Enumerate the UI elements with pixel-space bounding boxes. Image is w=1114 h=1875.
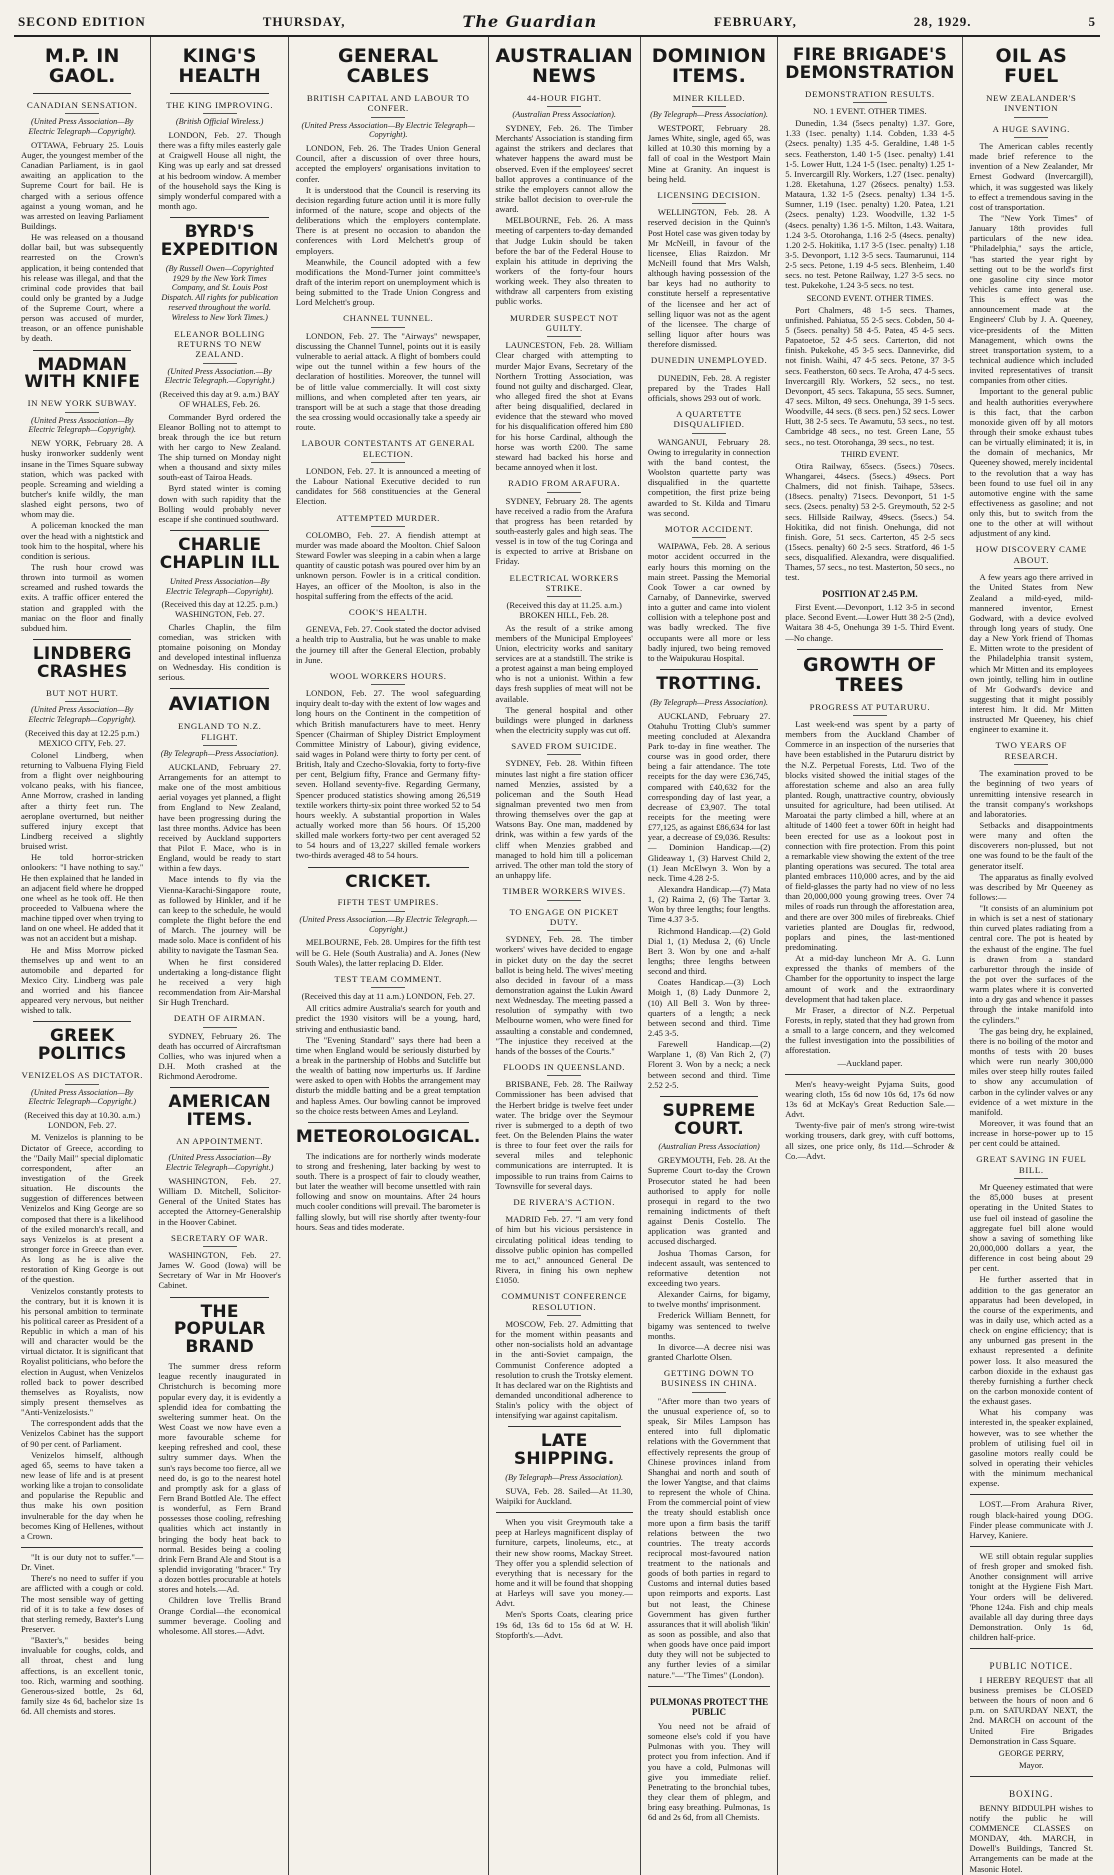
- saving-paragraph: What his company was interested in, the speaker explained, however, was to see whether the problem of utilising fuel oil in gasoline motors really could be solved in operating their vehicles with the minimum mechanical expense.: [969, 1407, 1093, 1489]
- cricket-agency: (United Press Association.—By Electric Telegraph.—Copyright.): [299, 914, 477, 934]
- byrd-agency-2: (United Press Association.—By Electric Telegraph.—Copyright.): [164, 366, 275, 386]
- tunnel-paragraph: LONDON, Feb. 27. The "Airways" newspaper, discussing the Channel Tunnel, points out it is easily vulnerable to aerial attack. A flight of bombers could wipe out the tunnel within a few hours of the declaration of hostilities. Moreover, the tunnel will be of little value commercially. It will cost sixty millions, and when completed after ten years, air transport will be at such a stage that those dreading the sea crossing would occasionally take a speedy air route.: [295, 330, 481, 433]
- motor-subhead: MOTOR ACCIDENT.: [648, 524, 770, 538]
- radio-paragraph: SYDNEY, February 28. The agents have received a radio from the Arafura that progress has been retarded by south-easterly gales and high seas. The vessel is in tow of the tug Coringa and is expected to arrive at Brisbane on Friday.: [495, 495, 633, 567]
- cables-paragraph: It is understood that the Council is reserving its decision regarding future action until it is more fully informed of the nature, scope and objects of the deliberations which the employers contemplate. There is at present no occasion to abandon the conferences with Lord Melchett's group of employers.: [295, 184, 481, 256]
- divider: [170, 217, 268, 218]
- meteorological-headline: METEOROLOGICAL.: [295, 1126, 481, 1147]
- greek-paragraph: Venizelos constantly protests to the contrary, but it is known it is his personal ambition to terminate his political career as President of a Republic in which a man of his will and character would be the virtual dictator. It is significant that Royalist politicians, who before the election in August, when Venizelos rolled back to power described themselves as Royalists, now simply present themselves as "Anti-Venizelosists.": [21, 1285, 144, 1418]
- tunnel-subhead: CHANNEL TUNNEL.: [296, 313, 481, 327]
- chaplin-dateline: (Received this day at 12.25. p.m.) WASHINGTON, Feb. 27.: [161, 599, 278, 620]
- airman-subhead: DEATH OF AIRMAN.: [158, 1013, 280, 1027]
- cables-paragraph: LONDON, Feb. 26. The Trades Union General Council, after a discussion of over three hours, accepted the employers' organisations invitation to confer.: [295, 143, 481, 184]
- madman-paragraph: NEW YORK, February 28. A husky ironworker suddenly went insane in the Times Square subway station, which was packed with people. Screaming and wielding a butcher's knife wildly, the man slashed eight persons, two of whom may die.: [21, 438, 144, 520]
- oil-paragraph: Important to the general public and health authorities everywhere is this fact, that the carbon monoxide given off by all motors through their smoke exhaust tubes can be virtually eliminated; it is, in the domain of mechanics, Mr Queeney showed, merely incidental to the revolution that a way has been found to use fuel oil in any automotive engine with the same effectiveness as gasoline; and not only this, but to switch from the one to the other at will without adjustment of any kind.: [969, 386, 1093, 539]
- boxing-paragraph: BENNY BIDDULPH wishes to notify the public he will COMMENCE CLASSES on MONDAY, 4th. MARCH, in Dowell's Buildings, Tancred St. Arrangements can be made at the Masonic Hotel.: [969, 1802, 1093, 1874]
- column-5: [641, 37, 778, 1875]
- trees-source: —Auckland paper.: [837, 1057, 903, 1068]
- fire-event-2: SECOND EVENT. OTHER TIMES.: [806, 292, 934, 303]
- byrd-dateline: (Received this day at 9. a.m.) BAY OF WHALES, Feb. 26.: [159, 389, 280, 410]
- court-agency: (Australian Press Association): [658, 1142, 760, 1152]
- trotting-agency: (By Telegraph—Press Association).: [650, 697, 768, 707]
- suicide-paragraph: SYDNEY, Feb. 28. Within fifteen minutes last night a fire station officer named Menzies, assisted by a policeman and the South Head signalman prevented two men from throwing themselves over the gap at Watsons Bay. One man, maddened by drink, was within a few yards of the cliff when Menzies grabbed and managed to hold him till a policeman arrived. The other man told the story of an unhappy life.: [495, 758, 633, 880]
- page-number: 5: [1088, 13, 1096, 29]
- trotting-paragraph: AUCKLAND, February 27. Otahuhu Trotting Club's summer meeting concluded at Alexandra Park to-day in fine weather. The course was in good order, there being a fair attendance. The tote receipts for the day were £36,745, compared with £40,632 for the corresponding day of last year, a decrease of £3,907. The total receipts for the meeting were £77,125, as against £86,634 for last year, a decrease of £9,036. Results:— Dominion Handicap.—(2) Glideaway 1, (3) Harvest Child 2, (1) Jean McElwyn 3. Won by a neck. Time 4.28 2-5.: [647, 710, 771, 883]
- licensing-paragraph: WELLINGTON, Feb. 28. A reserved decision in the Quinn's Post Hotel case was given today by Mr McNeill, in favour of the licensee, Elias Raizdon. Mr McNeill found that Mrs Walsh, although having possession of the bar keys had no authority to constitute herself a representative of the licensee and her act of selling liquor was not as the agent of the licensee. The charge of selling liquor after hours was therefore dismissed.: [647, 207, 771, 350]
- court-paragraph: Joshua Thomas Carson, for indecent assault, was sentenced to reformative detention not exceeding two years.: [647, 1247, 771, 1288]
- cables-subhead: BRITISH CAPITAL AND LABOUR TO CONFER.: [296, 93, 481, 118]
- greek-headline: GREEK POLITICS: [37, 1026, 127, 1065]
- wool-subhead: WOOL WORKERS HOURS.: [296, 671, 481, 685]
- research-paragraph: Moreover, it was found that an increase in horse-power up to 15 per cent could be attained.: [969, 1118, 1093, 1149]
- timber-subhead: TIMBER WORKERS WIVES.: [496, 886, 633, 900]
- discovery-paragraph: A few years ago there arrived in the United States from New Zealand a mild-eyed, mild-mannered inventor, Ernest Godward, with a device evolved through long years of study. One day a New York friend of Thomas E. Mitten wrote to the president of the Philadelphia transit system, which Mr Mitten and its employees own jointly, telling him in outline of Mr Godward's device and suggesting that it might possibly interest him. It did. Mr Mitten instructed Mr Queeney, his chief engineer to examine it.: [969, 572, 1093, 735]
- divider: [797, 649, 942, 650]
- research-paragraph: "It consists of an aluminium pot in which is set a nest of stationary thin curved plates radiating from a central core. The pot is heated by the exhaust of the engine. The fuel is drawn from a standard carburettor through the inside of the pot over the surfaces of the warm plates where it is converted into a dry gas and whence it passes through the intake manifold into the cylinders.": [969, 903, 1093, 1025]
- lindberg-headline: LINDBERG CRASHES: [32, 643, 132, 682]
- divider: [660, 1096, 758, 1097]
- notice-paragraph: I HEREBY REQUEST that all business premises be CLOSED between the hours of noon and 6 p.m. on SATURDAY NEXT, the 2nd. MARCH on account of the United Fire Brigades Demonstration in Cass Square.: [969, 1674, 1093, 1746]
- suicide-subhead: SAVED FROM SUICIDE.: [496, 741, 633, 755]
- mp-paragraph: OTTAWA, February 25. Louis Auger, the youngest member of the Canadian Parliament, is in gaol awaiting an application to the Supreme Court for bail. He is charged with a serious offence against a young woman, and he was arrested on leaving Parliament Buildings.: [21, 139, 144, 231]
- edition-label: SECOND EDITION: [18, 13, 146, 29]
- divider: [33, 1021, 131, 1022]
- columns: [14, 37, 1100, 1874]
- fire-results: Otira Railway, 65secs. (5secs.) 70secs. Whangarei, 44secs. (5secs.) 49secs. Port Chalmers, did not finish. Taihape, 53secs. (18secs. penalty) 71secs. Devonport, 51 1-5 secs. (2secs. penalty) 53 2-5. Greymouth, 52 2-5 secs. Hillside Railway, 49secs. (5secs.) 54. Hokitika, did not finish. Onehunga, did not finish. Gore, 51 secs. Carterton, 45 2-5 secs (15secs. penalty) 60 2-5 secs. Stratford, 46 1-5 secs, disqualified. Alexandra, were disqualified. Thames, 57 secs., no test. Masterton, 50 secs., no test.: [785, 460, 955, 583]
- trotting-paragraph: Coates Handicap.—(3) Loch Moigh 1, (8) Lady Dunmore 2, (10) All Bell 3. Won by three-quarters of a length; a neck between second and third. Time 2.45 3-5.: [647, 977, 771, 1038]
- court-paragraph: GREYMOUTH, Feb. 28. At the Supreme Court to-day the Crown Prosecutor stated he had been authorised to apply for nolle prosequi in regard to the two remaining indictments of theft against Denis Costello. The application was granted and accused discharged.: [647, 1155, 771, 1247]
- greek-paragraph: The correspondent adds that the Venizelos Cabinet has the support of 90 per cent. of Parliament.: [21, 1418, 144, 1449]
- lindberg-paragraph: He and Miss Morrow picked themselves up and went to an automobile and departed for Mexico City. Lindberg was pale and worried and his fiancee appeared very nervous, but neither wished to talk.: [21, 944, 144, 1016]
- brand-paragraph: Children love Trellis Brand Orange Cordial—the economical summer beverage. Cooling and wholesome. All stores.—Advt.: [158, 1595, 281, 1636]
- electrical-subhead: ELECTRICAL WORKERS STRIKE.: [496, 573, 633, 598]
- greek-dateline: (Received this day at 10.30. a.m.) LONDON, Feb. 27.: [24, 1110, 141, 1131]
- american-agency: (United Press Association—By Electric Telegraph—Copyright.): [165, 1153, 274, 1173]
- divider: [170, 1087, 268, 1088]
- madman-headline: MADMAN WITH KNIFE: [24, 354, 141, 393]
- suspect-subhead: MURDER SUSPECT NOT GUILTY.: [496, 313, 633, 338]
- saving-subhead: GREAT SAVING IN FUEL BILL.: [970, 1154, 1093, 1179]
- dominion-agency: (By Telegraph—Press Association).: [650, 110, 768, 120]
- chaplin-paragraph: Charles Chaplin, the film comedian, was stricken with ptomaine poisoning on Monday and developed intestinal influenza on Wednesday. His condition is serious.: [158, 621, 281, 683]
- aviation-agency: (By Telegraph—Press Association).: [160, 749, 279, 759]
- cook-subhead: COOK'S HEALTH.: [296, 607, 481, 621]
- court-paragraph: Alexander Cairns, for bigamy, to twelve months' imprisonment.: [647, 1289, 771, 1310]
- china-subhead: GETTING DOWN TO BUSINESS IN CHINA.: [648, 1368, 770, 1393]
- dunedin-subhead: DUNEDIN UNEMPLOYED.: [648, 355, 770, 369]
- cricket-subhead: FIFTH TEST UMPIRES.: [296, 897, 481, 911]
- cricket-paragraph: MELBOURNE, Feb. 28. Umpires for the fifth test will be G. Hele (South Australia) and A. Jones (New South Wales), the latter replacing D. Elder.: [295, 937, 481, 968]
- fire-event-3: THIRD EVENT.: [840, 448, 899, 459]
- trotting-headline: TROTTING.: [656, 673, 762, 694]
- shipping-paragraph: SUVA, Feb. 28. Sailed—At 11.30, Waipiki for Auckland.: [495, 1485, 633, 1506]
- fire-results: First Event.—Devonport, 1.12 3-5 in second place. Second Event.—Lower Hutt 38 2-5 (2nd), Waitara 38 4-5, Onehunga 39 1-5. Third Event.—No change.: [785, 602, 955, 643]
- floods-paragraph: BRISBANE, Feb. 28. The Railway Commissioner has been advised that the Herbert bridge is twelve feet under water. The bridge over the Seymour river is submerged to a depth of two feet. On the Belenden Plains the water is three to four feet over the rails for several miles and telephonic communications are interrupted. It is impossible to run trains from Cairns to Townsville for several days.: [495, 1079, 633, 1191]
- cricket-headline: CRICKET.: [345, 871, 432, 892]
- brand-paragraph: The summer dress reform league recently inaugurated in Christchurch is becoming more popular every day, it is evidently a splendid idea for combatting the sweltering summer heat. On the West Coast we now have even a more favourable scheme for keeping refreshed and cool, these sultry summer days. When the sun's rays become too fierce, all we need do, is go to the nearest hotel and promptly ask for a glass of Fern Brand Bottled Ale. The effect is wonderful, as Fern Brand possesses those cooling, refreshing qualities which act instantly in bringing the body heat back to normal. Besides being a cooling drink Fern Brand Ale and Stout is a splendid invigorating "bracer." Try a dozen bottles procurable at hotels stores and hotels.—Ad.: [158, 1361, 281, 1595]
- fire-results: Port Chalmers, 48 1-5 secs. Thames, unfinished. Pahiatua, 55 2-5 secs. Cobden, 50 4-5 (5secs. penalty) 58 4-5. Patea, 45 4-5 secs. Papatoetoe, 52 4-5 secs. Carterton, did not finish. Pukekohe, 45 3-5 secs. Dannevirke, did not finish. Waihi, 47 4-5 secs. Petone, 37 3-5 secs. Featherston, 60 secs. Te Aroha, 47 4-5 secs. Invercargill Rly. Workers, 52 secs., no test. Devonport, 45 secs. Takapuna, 55 secs. Sumner, 47 secs. Milton, 49 secs. Onehunga, 39 1-5 secs. Woodville, 44 secs. (8 secs. pen.) 52 secs. Lower Hutt, 38 2-5 secs. Te Awamutu, 53 secs., no test. Cambridge 48 secs., no test. Green Lane, 55 secs., no test. Otorohanga, 39 secs., no test.: [785, 304, 955, 447]
- australian-paragraph: SYDNEY, Feb. 26. The Timber Merchants' Association is standing firm against the strikers and declares that whatever happens the award must be observed. Even if the employees' secret ballot approves a continuance of the strike the employers cannot allow the strike ballot decision to over-rule the award.: [495, 123, 633, 215]
- column-2: [151, 37, 288, 1875]
- notice-signature: GEORGE PERRY,: [998, 1747, 1064, 1758]
- oil-headline: OIL AS FUEL: [995, 45, 1068, 87]
- greek-paragraph: M. Venizelos is planning to be Dictator of Greece, according to the "Daily Mail" special diplomatic correspondent, after an investigation of the Greek situation. He discounts the suggestion of differences between Venizelos and King George are so composed that there is a likelihood of the exiled monarch's recall, and says Venizelos is at present a stronger force in Greece than ever. As long as he is alive the restoration of King George is out of the question.: [21, 1132, 144, 1285]
- rivera-subhead: DE RIVERA'S ACTION.: [496, 1197, 633, 1211]
- wool-paragraph: LONDON, Feb. 27. The wool safeguarding inquiry dealt to-day with the extent of low wages and long hours on the Continent in the competition of which British manufacturers have to meet. Henry Spencer (Chairman of Shipley District Employment Committee Ministry of Labour), giving evidence, said wages in Poland were thirty to forty per cent. of British, Italy and Czecho-Slovakia, forty to forty-five per cent, Belgium fifty, France and Germany fifty-seven. Holland seventy-five. Regarding Germany, Spencer produced statistics showing among 26,519 textile workers thirty-six point three worked 52 to 54 hours weekly. A substantial proportion in Wales actually worked more than 56 hours. Of 15,200 skilled male workers forty-two per cent averaged 52 to 54 hours and of 13,227 skilled female workers two-thirds averaged 48 to 54 hours.: [295, 688, 481, 861]
- aviation-headline: AVIATION: [168, 693, 271, 716]
- king-headline: KING'S HEALTH: [178, 45, 261, 87]
- byrd-paragraph: Byrd stated winter is coming down with such rapidity that the Bolling would probably never escape if she continued southward.: [158, 483, 281, 524]
- communist-subhead: COMMUNIST CONFERENCE RESOLUTION.: [496, 1291, 633, 1316]
- byrd-agency: (By Russell Owen—Copyrighted 1929 by the New York Times Company, and St. Louis Post Dispatch. All rights for publication reserved throughout the world. Wireless to New York Times.): [161, 263, 279, 322]
- court-headline: SUPREME COURT.: [662, 1100, 756, 1139]
- dunedin-paragraph: DUNEDIN, Feb. 28. A register prepared by the Trades Hall officials, shows 293 out of work.: [647, 372, 771, 403]
- test-paragraph: The "Evening Standard" says there had been a time when England would be seriously disturbed by a break in the partnership of Hobbs and Sutcliffe but the wealth of batting now imperturbs us. If Jardine were asked to open with Hobbs the arrangement may disturb the middle batting and be a great temptation and hapless Ames. Our bowling cannot be improved so the choice rests between Ames and Leyland.: [295, 1034, 481, 1116]
- research-paragraph: The gas being dry, he explained, there is no boiling of the motor and months of tests with 20 buses which were run nearly 300,000 miles over steep hilly routes failed to show any accumulation of carbon in the cylinder valves or any evidence of a wet mixture in the manifold.: [969, 1025, 1093, 1117]
- trotting-paragraph: Richmond Handicap.—(2) Gold Dial 1, (1) Medusa 2, (6) Uncle Bert 3. Won by one and a-half lengths; three lengths between second and third.: [647, 925, 771, 977]
- divider: [170, 93, 268, 94]
- airman-paragraph: SYDNEY, February 26. The death has occurred of Aircraftsman Collies, who was injured when a D.H. Moth crashed at the Richmond Aerodrome.: [158, 1030, 281, 1082]
- column-3: [289, 37, 489, 1875]
- brand-headline: THE POPULAR BRAND: [173, 1301, 266, 1358]
- mp-paragraph: He was released on a thousand dollar bail, but was subsequently rearrested on the Crown's application, it being contended that his release was illegal, and that the criminal code provides that bail could only be granted by a Judge of the Supreme Court, where a person was accused of murder, treason, or an offence punishable by death.: [21, 232, 144, 344]
- communist-paragraph: MOSCOW, Feb. 27. Admitting that for the moment within peasants and other non-socialists hold an advantage in the anti-Soviet campaign, the Communist Conference adopted a resolution to crush the Trotsky element. It has declared war on the Rightists and demanded unconditional adherence to Stalin's policy with the object of intensifying war against capitalism.: [495, 1318, 633, 1421]
- cables-headline: GENERAL CABLES: [338, 45, 439, 87]
- lindberg-agency: (United Press Association—By Electric Telegraph—Copyright).: [28, 704, 136, 724]
- radio-subhead: RADIO FROM ARAFURA.: [496, 478, 633, 492]
- rivera-paragraph: MADRID Feb. 27. "I am very fond of him but his vicious persistence in circulating political ideas tending to dissolve public opinion has compelled me to act," announced General De Rivera, in fining his own nephew £1050.: [495, 1214, 633, 1286]
- electrical-paragraph: The general hospital and other buildings were plunged in darkness when the electricity supply was cut off.: [495, 704, 633, 735]
- timber-paragraph: SYDNEY, Feb. 28. The timber workers' wives have decided to engage in picket duty on the day the secret ballot is being held. The wives' meeting also decided in favour of a mass demonstration against the Lukin Award next Wednesday. The meeting passed a resolution of sympathy with two Melbourne women, who were fined for assaulting a constable and condemned, "The injustice they received at the hands of the bosses of the Courts.": [495, 934, 633, 1056]
- pulmonas-advert: [648, 1686, 770, 1823]
- pulmonas-heading: PULMONAS PROTECT THE PUBLIC: [649, 1696, 769, 1718]
- american-headline: AMERICAN ITEMS.: [168, 1092, 271, 1131]
- miner-paragraph: WESTPORT, February 28. James White, single, aged 65, was killed at 10.30 this morning by a fall of coal in the Westport Main Mine at Granity. An inquest is being held.: [647, 123, 771, 184]
- aviation-paragraph: When he first considered undertaking a long-distance flight he received a very high recommendation from Air-Marshal Sir Hugh Trenchard.: [158, 956, 281, 1008]
- american-paragraph: WASHINGTON, Feb. 27. James W. Good (Iowa) will be Secretary of War in Mr Hoover's Cabinet.: [158, 1250, 281, 1291]
- month-label: FEBRUARY,: [714, 13, 797, 29]
- divider: [33, 350, 131, 351]
- research-subhead: TWO YEARS OF RESEARCH.: [970, 740, 1093, 765]
- column-7: [963, 37, 1100, 1875]
- motor-paragraph: WAIPAWA, Feb. 28. A serious motor accident occurred in the early hours this morning on the main street. Passing the Memorial Cook Tower a car owned by Carnaby, of Dannevirke, swerved into a gutter and came into violent collision with a telephone post and was badly wrecked. The five occupants were all more or less badly injured, two being removed to the Waipukurau Hospital.: [647, 541, 771, 663]
- australian-agency: (Australian Press Association).: [512, 110, 616, 120]
- fire-event-1: NO. 1 EVENT. OTHER TIMES.: [813, 106, 927, 117]
- discovery-subhead: HOW DISCOVERY CAME ABOUT.: [970, 544, 1093, 569]
- advert-paragraph: Twenty-five pair of men's strong wire-twist working trousers, dark grey, with cuff bottoms, all sizes, one price only, 8s 11d.—Schroder & Co.—Advt.: [785, 1120, 955, 1161]
- advert-paragraph: "Baxter's," besides being invaluable for coughs, colds, and all throat, chest and lung affections, is an excellent tonic, too. Rich, warming and soothing. Generous-sized bottle, 2s 6d, family size 4s 6d, bachelor size 1s 6d. All chemists and stores.: [21, 1635, 144, 1717]
- fire-position: POSITION AT 2.45 P.M.: [822, 588, 918, 599]
- shipping-agency: (By Telegraph—Press Association).: [505, 1473, 624, 1483]
- test-subhead: TEST TEAM COMMENT.: [296, 974, 481, 988]
- divider: [508, 1426, 621, 1427]
- research-paragraph: The apparatus as finally evolved was described by Mr Queeney as follows:—: [969, 871, 1093, 902]
- oil-subhead-2: A HUGE SAVING.: [970, 124, 1093, 138]
- court-paragraph: In divorce—A decree nisi was granted Charlotte Olsen.: [647, 1341, 771, 1362]
- american-subhead: AN APPOINTMENT.: [158, 1136, 280, 1150]
- trees-paragraph: Mr Fraser, a director of N.Z. Perpetual Forests, in reply, stated that they had grown from a small to a large concern, and they welcomed the fullest investigation into the possibilities of afforestation.: [785, 1004, 955, 1056]
- mp-headline: M.P. IN GAOL.: [44, 45, 120, 87]
- fire-results: Dunedin, 1.34 (5secs penalty) 1.37. Gore, 1.33 (1sec. penalty) 1.14. Cobden, 1.33 4-5 (2secs. penalty) 1.35 4-5. Geraldine, 1.48 1-5 secs. Featherston, 1.40 1-5 (1sec. penalty) 1.41 1-5. Lower Hutt, 1.24 1-5 (1sec. penalty) 1.25 1-5. Invercargill Rly. Workers, 1.27 (1sec. penalty) 1.28. Eketahuna, 1.27 (26secs. penalty) 1.53. Mataura, 1.32 1-5 (2secs. penalty) 1.34 1-5. Sumner, 1.19 (1sec. penalty) 1.20. Patea, 1.21 (2secs. penalty) 1.23. Woodville, 1.32 1-5 (4secs. penalty) 1.36 1-5. Milton, 1.43. Waitara, 1.24 3-5. Otorohanga, 1.16 2-5 (4secs. penalty) 1.20 2-5. Hokitika, 1.17 3-5 (1sec. penalty) 1.18 3-5. Devonport, 1.12 3-5 secs. Taumarunui, 114 2-5 secs. Petone, 1.19 4-5 secs. Blenheim, 1.40 secs. no test. Petone Railway, 1.27 3-5 secs. no test. Pukekohe, 1.24 3-5 secs. no test.: [785, 118, 955, 291]
- king-subhead: THE KING IMPROVING.: [158, 100, 280, 114]
- boxing-notice: [970, 1776, 1093, 1874]
- divider: [33, 93, 131, 94]
- cables-paragraph: Meanwhile, the Council adopted with a few modifications the Mond-Turner joint committee's draft of the interim report on unemployment which is being submitted to the Trade Union Congress and Lord Melchett's group.: [295, 256, 481, 308]
- suspect-paragraph: LAUNCESTON, Feb. 28. William Clear charged with attempting to murder Major Evans, Secretary of the Northern Trotting Association, was found not guilty and discharged. Clear, who alleged fired the shot at Evans after being disqualified, declared in evidence that the steward who moved for his disqualification offered him £80 for his horse Cardinal, although the horse was worth £200. The same steward had backed his horse and became annoyed when it lost.: [495, 340, 633, 472]
- fish-advert: [970, 1546, 1093, 1642]
- divider: [170, 1297, 268, 1298]
- greek-paragraph: Venizelos himself, although aged 65, seems to have taken a new lease of life and is at present working like a trojan to consolidate and popularise the Republic and thus make his own position invulnerable for the day when he becomes King of Hellenes, without a Crown.: [21, 1449, 144, 1541]
- masthead: [14, 6, 1100, 37]
- labour-paragraph: LONDON, Feb. 27. It is announced a meeting of the Labour National Executive decided to run candidates for 568 constituencies at the General Election.: [295, 465, 481, 507]
- test-paragraph: All critics admire Australia's search for youth and predict the 1930 visitors will be a young, hard, striving and enthusiastic band.: [295, 1003, 481, 1034]
- aviation-subhead: ENGLAND TO N.Z. FLIGHT.: [158, 721, 280, 746]
- madman-paragraph: A policeman knocked the man over the head with a nightstick and took him to the hospital, where his condition is serious.: [21, 520, 144, 561]
- lindberg-subhead: BUT NOT HURT.: [21, 688, 143, 702]
- lindberg-paragraph: Colonel Lindberg, when returning to Valbuena Flying Field from a flight over neighbouring volcano peaks, with his fiancee, Anne Morrow, crashed in landing after a thirty feet run. The aeroplane overturned, but neither suffered injury except that Lindberg received a slightly bruised wrist.: [21, 749, 144, 852]
- mp-subhead: CANADIAN SENSATION.: [21, 100, 143, 114]
- test-dateline: (Received this day at 11 a.m.) LONDON, Feb. 27.: [301, 991, 475, 1002]
- advert-paragraph: You need not be afraid of someone else's cold if you have Pulmonas with you. They will protect you from infection. And if you have a cold, Pulmonas will give you immediate relief. Penetrating to the bronchial tubes, they clear them of phlegm, and bring easy breathing. Pulmonas, 1s 6d and 2s 6d, from all Chemists.: [647, 1720, 771, 1823]
- research-paragraph: Setbacks and disappointments were many and often the discoverers non-plussed, but not one was found to be the fault of the generator itself.: [969, 819, 1093, 871]
- column-1: [14, 37, 151, 1875]
- aviation-paragraph: AUCKLAND, February 27. Arrangements for an attempt to make one of the most ambitious aerial voyages yet planned, a flight from England to New Zealand, have been progressing during the last three months. Advice has been received by Auckland supporters that Pilot F. Mace, who is in England, would be ready to start within a few days.: [158, 761, 281, 874]
- byrd-subhead: ELEANOR BOLLING RETURNS TO NEW ZEALAND.: [158, 329, 280, 364]
- advert-quote: "It is our duty not to suffer."— Dr. Vinet.: [21, 1552, 144, 1573]
- saving-paragraph: Mr Queeney estimated that were the 85,000 buses at present operating in the United States to use fuel oil instead of gasoline the aggregate fuel bill alone would show a saving of something like 20,000,000 dollars a year, the difference in cost being about 29 per cent.: [969, 1182, 1093, 1274]
- madman-agency: (United Press Association—By Electric Telegraph—Copyright).: [28, 415, 136, 435]
- electrical-dateline: (Received this day at 11.25. a.m.) BROKEN HILL, Feb. 28.: [506, 600, 622, 621]
- king-agency: (British Official Wireless.): [175, 117, 264, 127]
- meteorological-paragraph: The indications are for northerly winds moderate to strong and freshening, later backing by west to south. There is a prospect of fair to cloudy weather, but later the weather will become unsettled with rain following and snow on mountains. After 24 hours much cooler conditions will prevail. The barometer is falling slowly, but will rise shortly after twenty-four hours. Seas and tides moderate.: [295, 1150, 481, 1232]
- paper-name: The Guardian: [462, 12, 598, 31]
- chaplin-headline: CHARLIE CHAPLIN ILL: [159, 535, 280, 573]
- labour-subhead: LABOUR CONTESTANTS AT GENERAL ELECTION.: [296, 438, 481, 463]
- australian-subhead: 44-HOUR FIGHT.: [496, 93, 633, 107]
- quartette-subhead: A QUARTETTE DISQUALIFIED.: [648, 409, 770, 434]
- byrd-headline: BYRD'S EXPEDITION: [160, 222, 279, 260]
- boxing-heading: BOXING.: [1009, 1789, 1054, 1800]
- oil-paragraph: The American cables recently made brief reference to the invention of a New Zealander, Mr Ernest Godward (Invercargill), which, it was suggested was likely to effect a tremendous saving in the cost of transportation.: [969, 141, 1093, 212]
- clothing-advert: [785, 1074, 954, 1161]
- advert-paragraph: When you visit Greymouth take a peep at Harleys magnificent display of furniture, carpets, linoleums, etc., at their new show rooms, Mackay Street. They offer you a splendid selection of everything that is necessary for the home and it will be found that shopping at Harleys will save you money.—Advt.: [495, 1517, 633, 1609]
- oil-subhead: NEW ZEALANDER'S INVENTION: [970, 93, 1093, 118]
- lindberg-dateline: (Received this day at 12.25 p.m.) MEXICO CITY, Feb. 27.: [25, 727, 140, 748]
- quartette-paragraph: WANGANUI, February 28. Owing to irregularity in connection with the band contest, the Woolston quartette party was disqualified in the quartette competition, the first prize being awarded to St. Kilda and Timaru was second.: [647, 436, 771, 518]
- australian-paragraph: MELBOURNE, Feb. 26. A mass meeting of carpenters to-day demanded that Judge Lukin should be taken before the bar of the Federal House to explain his attitude in depriving the workers of the forty-four hours working week. They also threaten to withdraw all carpenters from existing public works.: [495, 215, 633, 307]
- madman-paragraph: The rush hour crowd was thrown into turmoil as women screamed and rushed towards the exits. A traffic officer entered the station and grappled with the maniac on the floor and finally subdued him.: [21, 561, 144, 633]
- oil-paragraph: The "New York Times" of January 18th provides full particulars of the new idea. "Philadelphia," says the article, "has started the year right by setting out to be the world's first one gasoline city since motor vehicles came into general use. This is effect was the announcement made at the Engineers' Club by J. A. Queeney, vice-presidents of the Mitten Management, which owns the street transportation system, to a technical audience which included invited representatives of transit companies from other cities.: [969, 212, 1093, 386]
- harleys-advert: [496, 1512, 633, 1640]
- electrical-paragraph: As the result of a strike among members of the Municipal Employees' Union, electricity works and sanitary services are at a standstill. The strike is a protest against a man being employed who is not a unionist. Within a few days fresh supplies of meat will not be available.: [495, 622, 633, 704]
- greek-subhead: VENIZELOS AS DICTATOR.: [21, 1070, 143, 1084]
- advert-paragraph: Men's Sports Coats, clearing price 19s 6d, 13s 6d to 15s 6d at W. H. Stopforth's.—Advt.: [495, 1609, 633, 1640]
- murder-paragraph: COLOMBO, Feb. 27. A fiendish attempt at murder was made aboard the Moolton. Chief Saloon Steward Fowler was sleeping in a cabin when a large quantity of caustic potash was poured over him by an unknown person. Fowler is in a critical condition. Hayes, an officer of the Moolton, is also in the hospital suffering from the effects of the acid.: [295, 529, 481, 601]
- byrd-paragraph: Commander Byrd ordered the Eleanor Bolling not to attempt to break through the ice but return with her cargo to New Zealand. The ship turned on Monday night when a thousand and sixty miles south-east of Tairoa Heads.: [158, 411, 281, 483]
- saving-paragraph: He further asserted that in addition to the gas generator an apparatus had been developed, in the course of the experiments, and was in daily use, which acted as a check on engine efficiency; that is any unburned gas present in the exhaust represented a definite power loss. It also measured the carbon dioxide in the exhaust gas thereby furnishing a further check on the carbon monoxide content of the exhaust gases.: [969, 1274, 1093, 1407]
- fire-subhead: DEMONSTRATION RESULTS.: [785, 89, 954, 103]
- australian-headline: AUSTRALIAN NEWS: [495, 45, 633, 87]
- floods-subhead: FLOODS IN QUEENSLAND.: [496, 1062, 633, 1076]
- column-4: [489, 37, 641, 1875]
- cables-agency: (United Press Association—By Electric Telegraph—Copyright).: [301, 120, 475, 140]
- date-label: 28, 1929.: [913, 13, 972, 29]
- aviation-paragraph: Mace intends to fly via the Vienna-Karachi-Singapore route, as followed by Hinkler, and if he can keep to the schedule, he would complete the flight before the end of March. The journey will be made solo. Mace is confident of his ability to navigate the Tasman Sea.: [158, 874, 281, 956]
- advert-paragraph: WE still obtain regular supplies of fresh groper and smoked fish. Another consignment will arrive tonight at the Hygiene Fish Mart. Your orders will be delivered. 'Phone 124a. Fish and chip meals available all day during three days Demonstration. Only 1s 6d, children half-price.: [969, 1550, 1093, 1643]
- timber-subhead-2: TO ENGAGE ON PICKET DUTY.: [496, 907, 633, 932]
- column-6: [778, 37, 962, 1875]
- trees-paragraph: Last week-end was spent by a party of members from the Auckland Chamber of Commerce in an inspection of the nurseries that have been established in the Putaruru district by the N.Z. Perpetual Forests, Ltd. Two of the blocks visited showed the initial stages of the afforestation scheme and also an area fully planted. Rough, unattractive country, obviously unsuited for agriculture, had been utilised. At Maroatai the party climbed a hill, where at an altitude of 1400 feet a tower 60ft in height had been erected for use as a lookout post in connection with fire protection. From this point a remarkable view showing the extent of the tree planting operations was secured. The total area planted embraces 110,000 acres, and by the aid of field-glasses the party had no view of no less than 20,000,000 young growing trees. Over 74 miles of roads run through the afforestation area, and there are over 300 miles of firebreaks. Chief varieties planted are Douglas fir, redwood, poplars and pines, the last-mentioned predominating.: [785, 718, 955, 953]
- china-paragraph: "After more than two years of the unusual experience of, so to speak, Sir Miles Lampson has entered into full diplomatic relations with the Government that effectively represents the group of Chinese provinces inland from Shanghai and north and south of the lower Yangtse, and that claims to represent the whole of China. From the commercial point of view the treaty should establish once more upon a firm basis the tariff relations between the two countries. The treaty accords reciprocal most-favoured nation treatment to the nationals and goods of both parties in regard to Customs and internal duties based upon reimports and exports. Last but not least, the Chinese Government has given further assurances that it will abolish 'likin' as soon as possible, and also that when goods have once paid import duty they will not be subjected to any further levies of a similar nature."—"The Times" (London).: [647, 1395, 771, 1680]
- chaplin-agency: United Press Association—By Electric Telegraph—Copyright).: [165, 576, 274, 596]
- licensing-subhead: LICENSING DECISION.: [648, 190, 770, 204]
- trees-subhead: PROGRESS AT PUTARURU.: [785, 702, 954, 716]
- murder-subhead: ATTEMPTED MURDER.: [296, 513, 481, 527]
- divider: [308, 867, 469, 868]
- notice-heading: PUBLIC NOTICE.: [989, 1661, 1074, 1672]
- court-paragraph: Frederick William Bennett, for bigamy was sentenced to twelve months.: [647, 1310, 771, 1341]
- baxters-advert: [21, 1547, 143, 1716]
- lindberg-paragraph: He told horror-stricken onlookers: "I have nothing to say." He then explained that he landed in an adjacent field where he dropped one wheel as he took off. He then proceeded to Valbuena where the machine tipped over when trying to land on one wheel. He added that it was not an accident but a mishap.: [21, 852, 144, 944]
- divider: [308, 1122, 469, 1123]
- trotting-paragraph: Farewell Handicap.—(2) Warplane 1, (8) Van Rich 2, (7) Florent 3. Won by a neck; a neck between second and third. Time 2.52 2-5.: [647, 1039, 771, 1090]
- mp-agency: (United Press Association—By Electric Telegraph—Copyright).: [28, 117, 136, 137]
- american-paragraph: WASHINGTON, Feb. 27. William D. Mitchell, Solicitor-General of the United States has accepted the Attorney-Generalship in the Hoover Cabinet.: [158, 1175, 281, 1227]
- research-paragraph: The examination proved to be the beginning of two years of unremitting intensive research in the transit company's workshops and laboratories.: [969, 768, 1093, 819]
- divider: [33, 639, 131, 640]
- trees-paragraph: At a mid-day luncheon Mr A. G. Lunn expressed the thanks of members of the Chamber for the opportunity to inspect the large amount of work and the extraordinary development that had taken place.: [785, 953, 955, 1004]
- king-paragraph: LONDON, Feb. 27. Though there was a fifty miles easterly gale at Craigwell House all night, the King was up early and sat dressed at his bedroom window. A member of the household says the King is simply wonderful compared with a month ago.: [158, 130, 281, 212]
- notice-role: Mayor.: [1018, 1759, 1044, 1770]
- cook-paragraph: GENEVA, Feb. 27. Cook stated the doctor advised a health trip to Australia, but he was unable to make the journey till after the General Election, probably in June.: [295, 624, 481, 665]
- fire-brigade-headline: FIRE BRIGADE'S DEMONSTRATION: [785, 45, 955, 83]
- american-subhead: SECRETARY OF WAR.: [158, 1233, 280, 1247]
- advert-paragraph: There's no need to suffer if you are afflicted with a cough or cold. The most sensible way of getting rid of it is to take a few doses of that sterling remedy, Baxter's Lung Preserver.: [21, 1573, 144, 1634]
- shipping-headline: LATE SHIPPING.: [513, 1431, 615, 1470]
- public-notice: [970, 1648, 1093, 1770]
- divider: [170, 688, 268, 689]
- madman-subhead: IN NEW YORK SUBWAY.: [21, 398, 143, 412]
- miner-subhead: MINER KILLED.: [648, 93, 770, 107]
- advert-paragraph: Men's heavy-weight Pyjama Suits, good wearing cloth, 15s 6d now 10s 6d, 17s 6d now 13s 6d at McKay's Great Reduction Sale.—Advt.: [785, 1078, 955, 1120]
- trees-headline: GROWTH OF TREES: [803, 653, 937, 696]
- dominion-headline: DOMINION ITEMS.: [651, 45, 767, 87]
- greek-agency: (United Press Association—By Electric Telegraph—Copyright.): [28, 1087, 136, 1107]
- trotting-paragraph: Alexandra Handicap.—(7) Mata 1, (2) Raima 2, (6) The Tartar 3. Won by three lengths; four lengths. Time 4.37 3-5.: [647, 883, 771, 925]
- divider: [170, 530, 268, 531]
- lost-dog-notice: [970, 1494, 1093, 1540]
- day-label: THURSDAY,: [262, 13, 346, 29]
- notice-paragraph: LOST.—From Arahura River, rough black-haired young DOG. Finder please communicate with J. Harvey, Kaniere.: [969, 1499, 1093, 1540]
- divider: [660, 669, 758, 670]
